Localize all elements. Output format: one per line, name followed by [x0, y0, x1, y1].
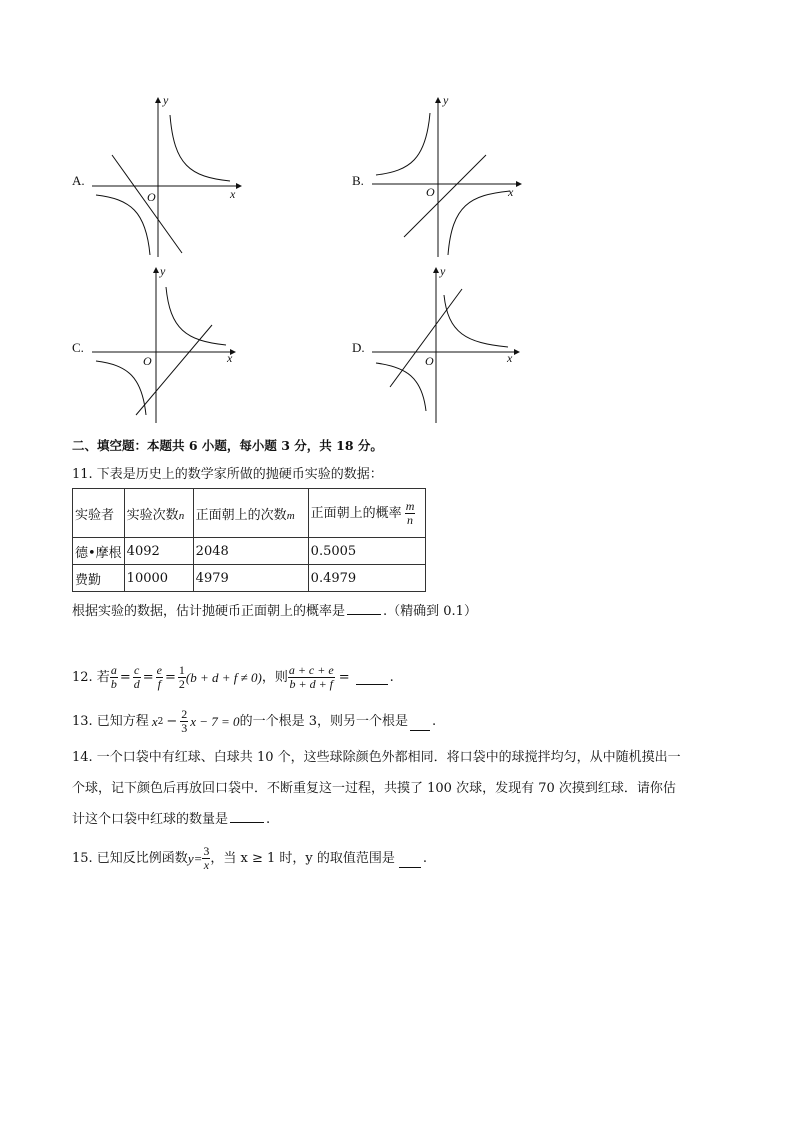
option-b-label: B. [352, 173, 364, 188]
table-cell: 10000 [124, 565, 193, 592]
option-a-graph [90, 95, 250, 260]
q14-line2: 个球，记下颜色后再放回口袋中．不断重复这一过程，共摸了 100 次球，发现有 70 次摸到红球．请你估 [72, 781, 676, 796]
answer-blank[interactable] [356, 683, 388, 685]
x-axis-label: x [230, 187, 236, 201]
table-cell: 0.5005 [308, 538, 425, 565]
origin-label: O [425, 354, 434, 368]
q11-question: 根据实验的数据，估计抛硬币正面朝上的概率是 .（精确到 0.1） [72, 604, 477, 619]
q15-question: 15. 已知反比例函数 y= $\frac{3}{x}$ ，当 x ≥ 1 时，y 的取值范围是 . [72, 844, 428, 872]
option-a-label: A. [72, 173, 85, 188]
option-c-label: C. [72, 340, 84, 355]
y-axis-label: y [163, 93, 169, 107]
answer-blank[interactable] [410, 729, 430, 731]
origin-label: O [426, 185, 435, 199]
y-axis-label: y [440, 264, 446, 278]
q14-line1: 14. 一个口袋中有红球、白球共 10 个，这些球除颜色外都相同．将口袋中的球搅拌均匀，从中随机摸出一 [72, 750, 681, 765]
x-axis-label: x [508, 185, 514, 199]
option-d-graph [370, 265, 530, 425]
answer-blank[interactable] [399, 866, 421, 868]
table-row [73, 538, 426, 565]
table-cell: 0.4979 [308, 565, 425, 592]
origin-label: O [147, 190, 156, 204]
header-heads-count: 正面朝上的次数m [193, 489, 308, 538]
table-cell: 费勤 [73, 565, 125, 592]
y-axis-label: y [160, 264, 166, 278]
y-axis-label: y [443, 93, 449, 107]
table-cell: 4092 [124, 538, 193, 565]
q14-line3: 计这个口袋中红球的数量是 . [72, 812, 271, 827]
table-cell: 4979 [193, 565, 308, 592]
option-d-label: D. [352, 340, 365, 355]
answer-blank[interactable] [230, 821, 264, 823]
option-b-graph [370, 95, 530, 260]
header-experimenter: 实验者 [73, 489, 125, 538]
header-heads-probability: 正面朝上的概率 $\frac{m}{n}$ [308, 489, 425, 538]
x-axis-label: x [227, 351, 233, 365]
origin-label: O [143, 354, 152, 368]
x-axis-label: x [507, 351, 513, 365]
section-heading: 二、填空题：本题共 6 小题，每小题 3 分，共 18 分。 [72, 438, 383, 453]
q13-question: 13. 已知方程 x 2 − $\frac{2}{3}$ x − 7 = 0 的一个根是 3，则另一个根是 . [72, 707, 437, 735]
table-row [73, 565, 426, 592]
table-cell: 2048 [193, 538, 308, 565]
table-cell: 德•摩根 [73, 538, 125, 565]
answer-blank[interactable] [347, 613, 381, 615]
table-header-row [73, 489, 426, 538]
q12-question: 12. 若 $\frac{a}{b}$ = $\frac{c}{d}$ = $\frac{e}{f}$ = $\frac{1}{2}$ (b + d + f ≠ 0) ，则 $\frac{a + c + e}{b + d + f}$ = . [72, 663, 394, 691]
header-trials: 实验次数n [124, 489, 193, 538]
experiment-table [72, 488, 426, 592]
option-c-graph [90, 265, 250, 425]
q11-intro: 11. 下表是历史上的数学家所做的抛硬币实验的数据： [72, 467, 383, 482]
